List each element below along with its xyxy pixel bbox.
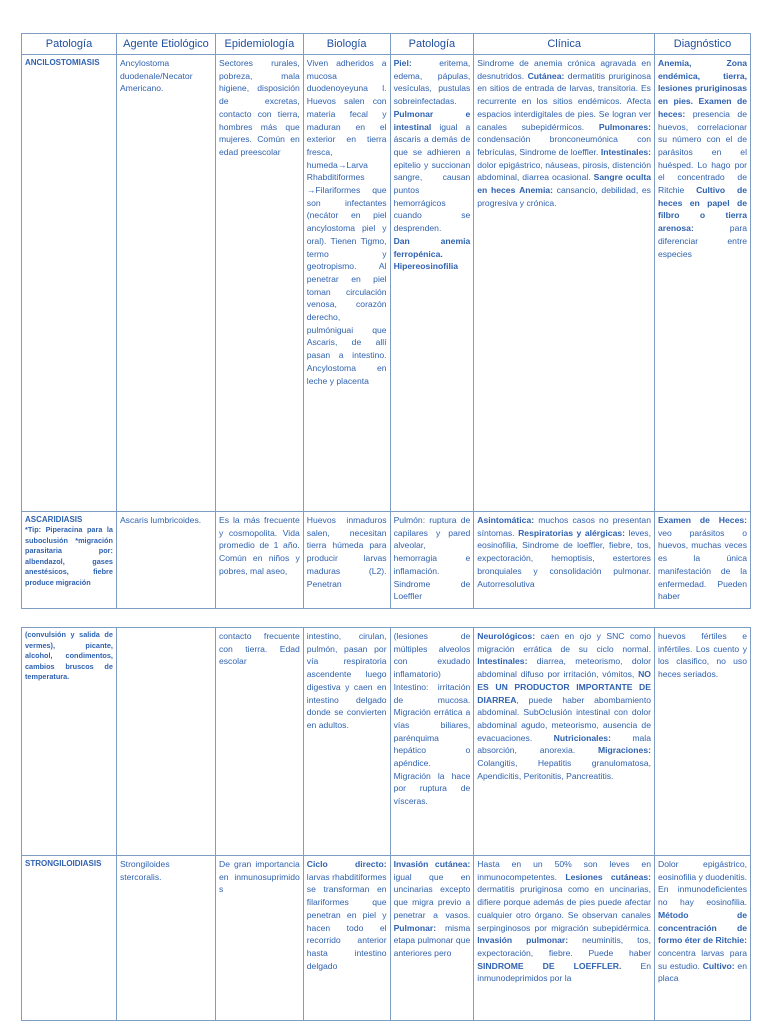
- table-page-2: [21, 627, 751, 1021]
- table-row-strongiloidiasis: [22, 856, 751, 1021]
- table-row-ancilostomiasis: [22, 55, 751, 512]
- epidemiologia-cell: contacto frecuente con tierra. Edad escolar: [215, 628, 303, 856]
- table-row-ascaridiasis: [22, 512, 751, 609]
- tip-note-cont: (convulsión y salida de vermes), picante, alcohol, condimentos, cambios bruscos de temperatura.: [22, 628, 117, 856]
- header-diagnostico: Diagnóstico: [654, 34, 750, 55]
- intestinales-label: Intestinales:: [477, 656, 528, 667]
- tip-note: *Tip: Piperacina para la suboclusión *migración parasitaria por: albendazol, gases anestésicos, fiebre produce migración: [25, 525, 113, 587]
- hipereosinofilia-note: Hipereosinofilia: [393, 261, 459, 272]
- invasion-pulmonar-text: neuminitis, tos, expectoración, fiebre. Puede haber: [477, 935, 651, 958]
- header-epidemiologia: Epidemiología: [215, 34, 303, 55]
- invasion-pulmonar-label: Invasión pulmonar:: [477, 935, 569, 946]
- pulmonar-text: misma etapa pulmonar que anteriores pero: [393, 922, 471, 958]
- diagnostico-cell: [654, 512, 750, 609]
- agente-cell: Ascaris lumbricoides.: [116, 512, 215, 609]
- agente-cell: Strongiloides stercoralis.: [116, 856, 215, 1021]
- ciclo-directo-label: Ciclo directo:: [306, 859, 387, 869]
- invasion-cutanea-text: igual que en uncinarias excepto que migra previo a penetrar a vasos.: [393, 871, 471, 920]
- clinica-intro: Hasta en un 50% son leves en inmunocompetentes.: [477, 859, 651, 882]
- header-row: [22, 34, 751, 55]
- patologia-cell: (lesiones de múltiples alveolos con exudado inflamatorio) Intestino: irritación de mucosa. Migración errática a vías biliares, parénquima hepático o apéndice. Migración la hace por ruptura de vísceras.: [390, 628, 474, 856]
- migraciones-label: Migraciones:: [597, 745, 651, 756]
- pulmonar-label: Pulmonar e intestinal: [393, 108, 471, 132]
- pulmonares-text: condensación bronconeumónica con febrículas, Sindrome de loeffler.: [477, 134, 651, 157]
- cultivo-label: Cultivo:: [702, 960, 735, 971]
- biologia-cell: Viven adheridos a mucosa duodenoyeyuna l. Huevos salen con materia fecal y maduran en el exterior en tierra fresca, humeda→Larva Rhabditiformes →Filariformes que son infectantes (necátor en piel ancylostoma piel y oral). Tienen Tigmo, termo y geotropismo. Al penetrar en piel toman circulación venosa, corazón derecho, pulmóniguai que Ascaris, de allí pasan a intestino. Ancylostoma en leche y placenta: [303, 55, 390, 512]
- examen-heces-text: veo parásitos o huevos, muchas veces es la única manifestación de la enfermedad. Pueden haber: [657, 527, 747, 602]
- header-agente: Agente Etiológico: [116, 34, 215, 55]
- epidemiologia-cell: Es la más frecuente y cosmopolita. Vida promedio de 1 año. Común en niños y pobres, mal aseo,: [215, 512, 303, 609]
- diagnostico-bold-1: Anemia, Zona endémica, tierra, lesiones pruriginosas en pies. Examen de heces:: [657, 58, 747, 119]
- respiratorias-label: Respiratorias y alérgicas:: [518, 527, 625, 538]
- table-row-ascaridiasis-cont: [22, 628, 751, 856]
- disease-name: ASCARIDIASIS: [25, 515, 83, 524]
- diagnostico-cell: [654, 55, 750, 512]
- metodo-ritchie-text: concentra larvas para su estudio.: [657, 947, 747, 971]
- anemia-note: Dan anemia ferropénica.: [393, 235, 471, 259]
- patologia-cell: Pulmón: ruptura de capilares y pared alveolar, hemorragia e inflamación. Sindrome de Loeffler: [390, 512, 474, 609]
- clinica-cell: [474, 628, 655, 856]
- disease-name: ANCILOSTOMIASIS: [22, 55, 117, 512]
- agente-cell-empty: [116, 628, 215, 856]
- lesiones-cutaneas-label: Lesiones cutáneas:: [565, 871, 651, 882]
- nutricionales-label: Nutricionales:: [553, 732, 611, 743]
- asintomatica-text: muchos casos no presentan síntomas.: [477, 515, 651, 538]
- diagnostico-text-1: Dolor epigástrico, eosinofilia y duodenitis. En inmunodeficientes no hay eosinofilia.: [657, 859, 747, 908]
- sangre-oculta: Sangre oculta en heces: [477, 172, 651, 196]
- piel-text: eritema, edema, pápulas, vesículas, pustulas sobreinfectadas.: [393, 58, 471, 107]
- migraciones-text: Colangitis, Hepatitis granulomatosa, Apendicitis, Peritonitis, Pancreatitis.: [477, 758, 651, 781]
- pulmonar-label: Pulmonar:: [393, 922, 437, 933]
- diagnostico-text-2: para diferenciar entre especies: [657, 223, 747, 259]
- neurologicos-text: caen en ojo y SNC como migración errática de su ciclo normal.: [477, 631, 651, 654]
- intestinales-label: Intestinales:: [600, 146, 651, 157]
- anemia-text: cansancio, debilidad, es progresiva y crónica.: [477, 185, 651, 208]
- cultivo-text: en placa: [657, 960, 747, 984]
- cutanea-text: dermatitis pruriginosa en sitios de entrada de larvas, transitoria. Es recurrente en los sitios endémicos. Afecta espacios interdigitales de pies. Se logran ver canales subepidérmicos.: [477, 70, 651, 132]
- agente-cell: Ancylostoma duodenale/Necator Americano.: [116, 55, 215, 512]
- no-es-productor: NO ES UN PRODUCTOR IMPORTANTE DE DIARREA: [477, 669, 651, 705]
- header-patologia: Patología: [22, 34, 117, 55]
- pulmonares-label: Pulmonares:: [598, 121, 651, 132]
- header-biologia: Biología: [303, 34, 390, 55]
- clinica-intro: Sindrome de anemia crónica agravada en desnutridos.: [477, 58, 651, 81]
- respiratorias-text: leves, eosinofilia, Sindrome de loeffler, fiebre, tos, expectoración, hemoptisis, estertores bronquiales y consolidación pulmonar. Autorresolutiva: [477, 527, 651, 589]
- neurologicos-label: Neurológicos:: [477, 631, 536, 641]
- piel-label: Piel:: [393, 58, 412, 68]
- intestinales-text: diarrea, meteorismo, dolor abdominal difuso por irritación, vómitos,: [477, 656, 651, 680]
- pulmonar-text: igual a áscaris a demás de que se adhieren a epitelio y succionan sangre, causan puntos hemorrágicos cuando se desprenden.: [393, 121, 471, 234]
- examen-heces-label: Examen de Heces:: [657, 515, 747, 525]
- intestinales-text: dolor epigástrico, náuseas, pirosis, distención abdominal, diarrea ocasional.: [477, 159, 651, 183]
- patologia-cell: [390, 55, 474, 512]
- invasion-pulmonar-text-2: En inmunodeprimidos por la: [477, 960, 651, 984]
- ciclo-directo-text: larvas rhabditiformes se transforman en filariformes que penetran en piel y hacen todo el recorrido anterior hasta intestino delgado: [306, 871, 387, 971]
- table-page-1: [21, 33, 751, 609]
- header-patologia-2: Patología: [390, 34, 474, 55]
- clinica-cell: [474, 856, 655, 1021]
- epidemiologia-cell: Sectores rurales, pobreza, mala higiene, disposición de excretas, contacto con tierra, hombres más que mujeres. Común en edad preescolar: [215, 55, 303, 512]
- header-clinica: Clínica: [474, 34, 655, 55]
- invasion-cutanea-label: Invasión cutánea:: [393, 859, 471, 869]
- lesiones-cutaneas-text: dermatitis pruriginosa como en uncinarias, difiere porque además de pies puede afectar cualquier otro órgano. Se observan canales serpinginosos por migración subepidérmica.: [477, 884, 651, 933]
- clinica-cell: [474, 55, 655, 512]
- disease-name: STRONGILOIDIASIS: [22, 856, 117, 1021]
- asintomatica-label: Asintomática:: [477, 515, 535, 525]
- patologia-cell: [390, 856, 474, 1021]
- intestinales-text-2: , puede haber abombamiento abdominal. SubOclusión intestinal con dolor abdominal agudo, meteorismo, ausencia de evacuaciones.: [477, 694, 651, 743]
- epidemiologia-cell: De gran importancia en inmunosuprimido s: [215, 856, 303, 1021]
- diagnostico-cell: [654, 856, 750, 1021]
- diagnostico-cell: huevos fértiles e infértiles. Los cuento y los clasifico, no uso heces seriados.: [654, 628, 750, 856]
- sindrome-loeffler: SINDROME DE LOEFFLER.: [477, 960, 622, 971]
- biologia-cell: Huevos inmaduros salen, necesitan tierra húmeda para producir larvas maduras (L2). Penetran: [303, 512, 390, 609]
- anemia-label: Anemia:: [519, 185, 553, 196]
- diagnostico-bold-2: Cultivo de heces en papel de filbro o tierra arenosa:: [657, 185, 747, 234]
- nutricionales-text: mala absorción, anorexia.: [477, 732, 651, 756]
- biologia-cell: intestino, cirulan, pulmón, pasan por vía respiratoria ascendente luego digestiva y caen en intestino delgado donde se convierten en adultos.: [303, 628, 390, 856]
- clinica-cell: [474, 512, 655, 609]
- disease-name-cell: [22, 512, 117, 609]
- diagnostico-text-1: presencia de huevos, correlacionar su número con el de parásitos en el huésped. Lo hago por el concentrado de Ritchie: [657, 108, 747, 196]
- metodo-ritchie-label: Método de concentración de formo éter de Ritchie:: [657, 909, 747, 946]
- biologia-cell: [303, 856, 390, 1021]
- cutanea-label: Cutánea:: [527, 70, 565, 81]
